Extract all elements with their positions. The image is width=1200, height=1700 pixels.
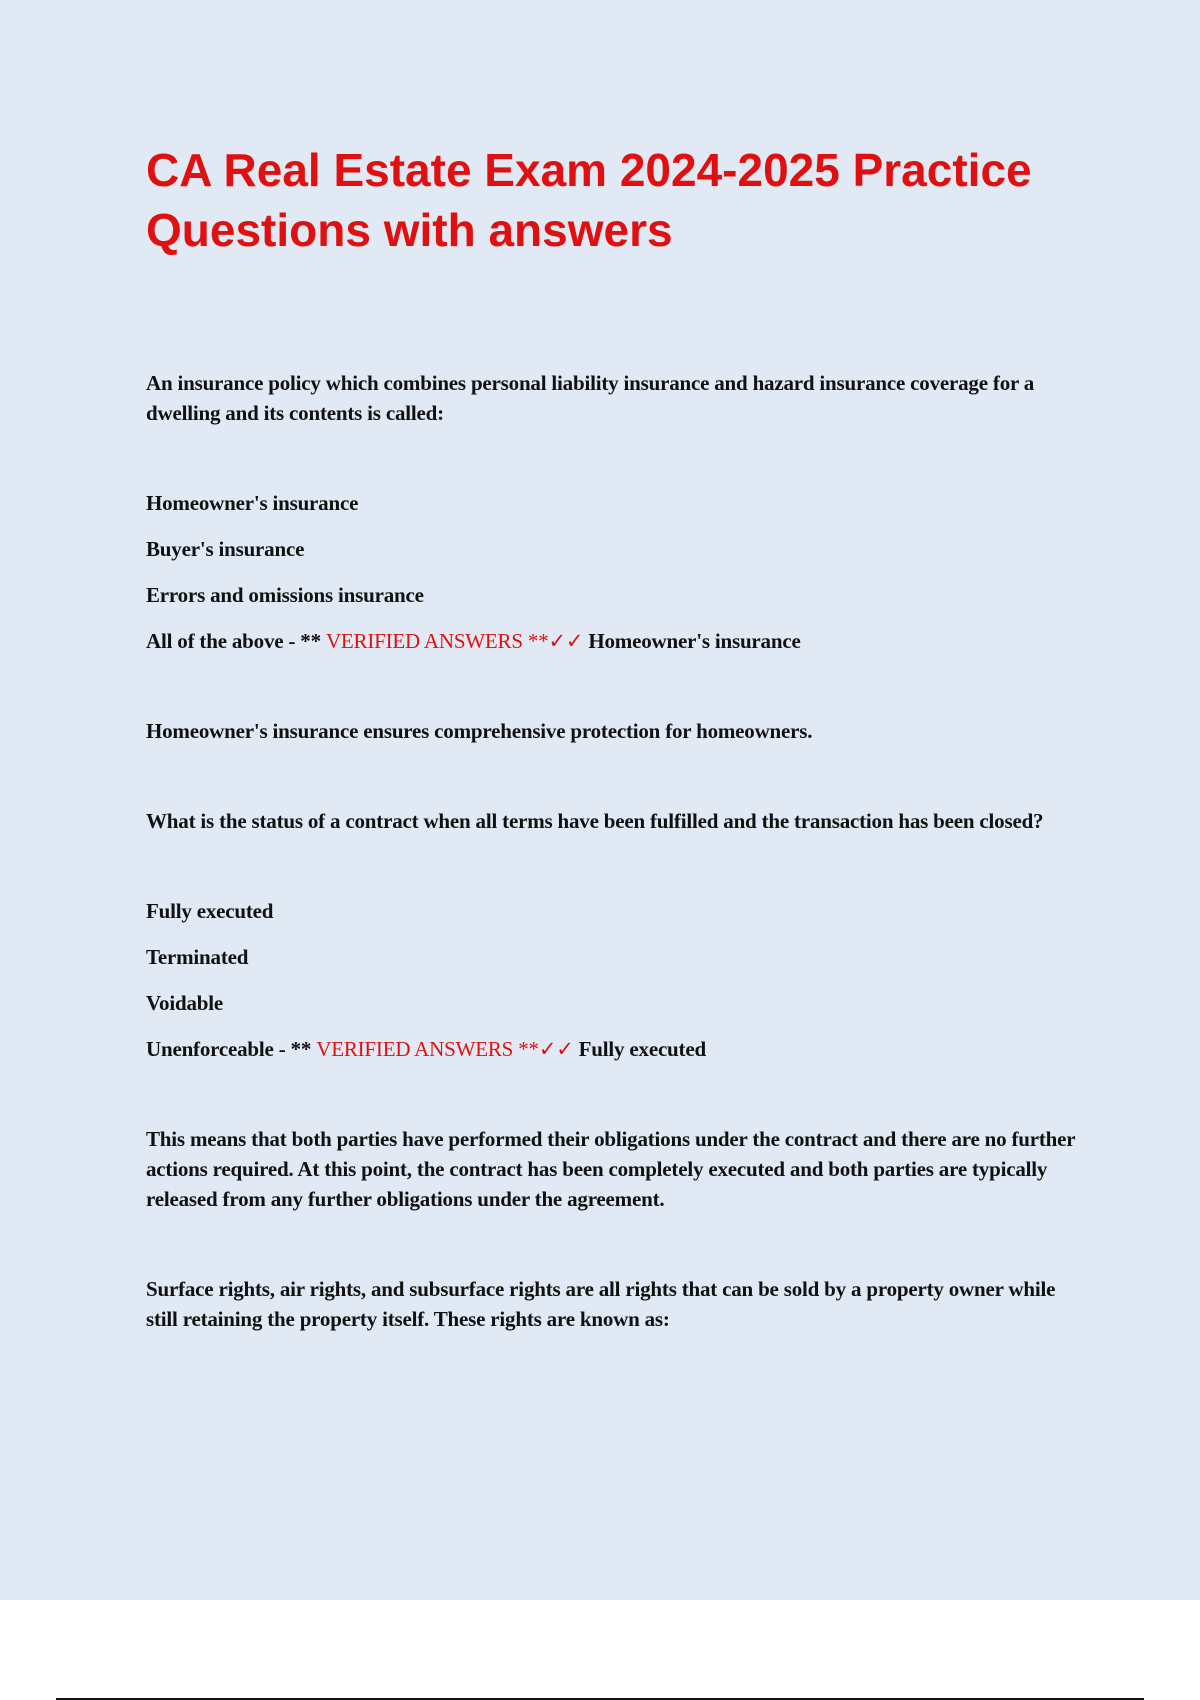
question-2-text: What is the status of a contract when all terms have been fulfilled and the transaction has been closed? — [146, 809, 1044, 833]
question-2-option-3: Voidable — [146, 991, 223, 1015]
document-content — [146, 140, 1086, 1334]
question-2-option-4-label: Unenforceable - — [146, 1037, 291, 1061]
checkmark-icon: ✓✓ — [548, 629, 584, 653]
question-3-text: Surface rights, air rights, and subsurface rights are all rights that can be sold by a property owner while still retaining the property itself. These rights are known as: — [146, 1277, 1056, 1331]
question-1-answer: Homeowner's insurance — [588, 629, 801, 653]
question-2-option-2: Terminated — [146, 945, 249, 969]
checkmark-icon: ✓✓ — [538, 1037, 574, 1061]
verified-marker-close: ** — [527, 629, 549, 653]
question-1-option-4 — [146, 626, 1086, 672]
verified-answers-label: VERIFIED ANSWERS — [316, 1037, 514, 1061]
verified-marker-close: ** — [518, 1037, 539, 1061]
question-1-text: An insurance policy which combines personal liability insurance and hazard insurance coverage for a dwelling and its contents is called: — [146, 371, 1035, 425]
question-2-answer: Fully executed — [578, 1037, 706, 1061]
question-1-option-4-label: All of the above - — [146, 629, 301, 653]
question-2-explanation: This means that both parties have performed their obligations under the contract and there are no further actions required. At this point, the contract has been completely executed and both parties are typically released from any further obligations under the agreement. — [146, 1127, 1076, 1211]
question-1-explanation: Homeowner's insurance ensures comprehensive protection for homeowners. — [146, 719, 813, 743]
verified-marker-open: ** — [290, 1037, 312, 1061]
verified-marker-open: ** — [300, 629, 321, 653]
question-1-options — [146, 488, 1086, 672]
question-2-option-1: Fully executed — [146, 899, 274, 923]
question-1-option-3: Errors and omissions insurance — [146, 583, 424, 607]
question-2-options — [146, 896, 1086, 1080]
question-1-option-1: Homeowner's insurance — [146, 491, 359, 515]
question-1-option-2: Buyer's insurance — [146, 537, 305, 561]
question-2-option-4 — [146, 1034, 1086, 1080]
document-title: CA Real Estate Exam 2024-2025 Practice Questions with answers — [146, 144, 1032, 256]
verified-answers-label: VERIFIED ANSWERS — [325, 629, 523, 653]
